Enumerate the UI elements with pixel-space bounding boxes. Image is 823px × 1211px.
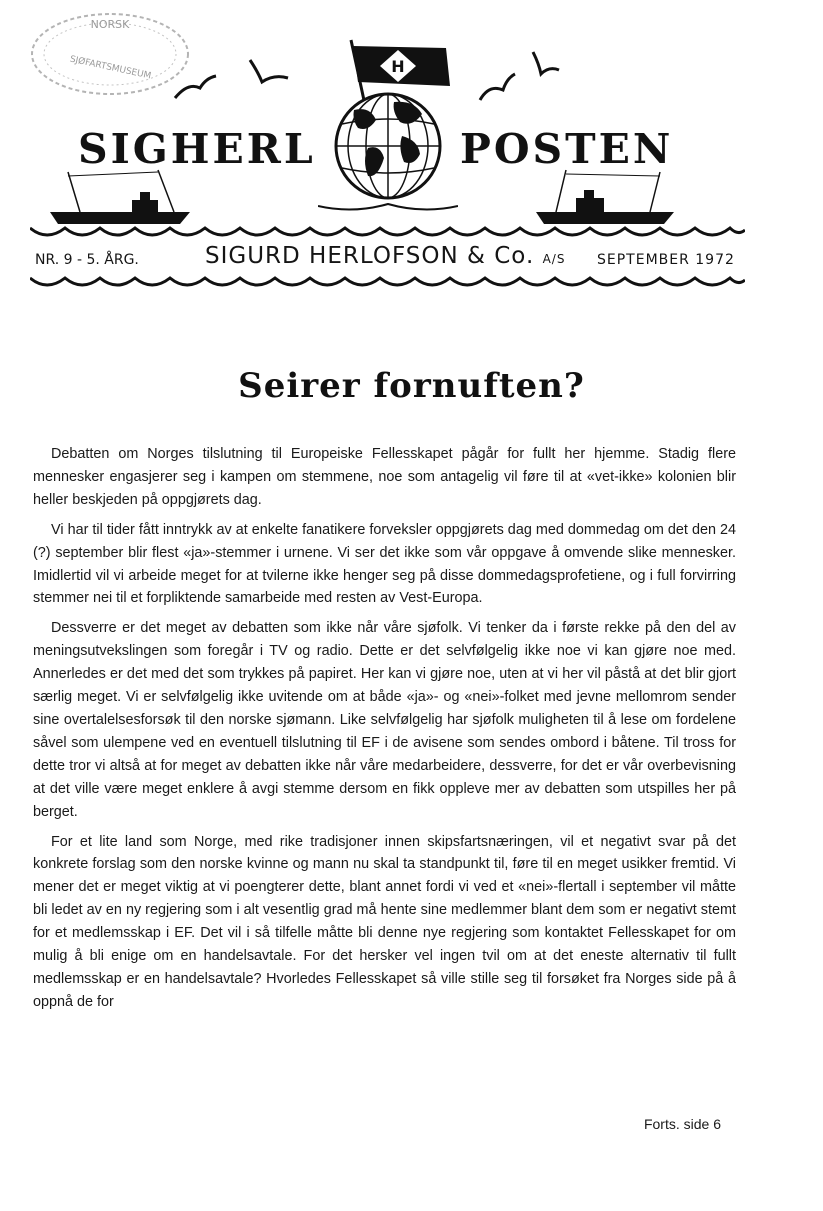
stamp-top-text: NORSK	[90, 18, 130, 31]
globe-icon	[318, 36, 458, 216]
seagull-icon	[475, 48, 565, 108]
seagull-icon	[170, 58, 300, 108]
masthead-title-left: SIGHERL	[78, 125, 316, 173]
ship-icon	[40, 166, 200, 226]
paragraph: For et lite land som Norge, med rike tradisjoner innen skipsfartsnæringen, vil et negativt svar på det konkrete forslag som den norske kvinne og mann nu skal ta standpunkt til, føre til en meget usikker fremtid. Vi mener det er meget viktig at vi poengterer dette, blant annet fordi vi ved et «nei»-flertall i september vil måtte bli ledet av en ny regjering som i alt vesentlig grad må hente sine medlemmer blant dem som er negativt stemt for et medlemsskap i EF. Det vil i så tilfelle måtte bli denne nye regjering som kontaktet Fellesskapet for om mulig å bli enige om en handelsavtale. For det hersker vel ingen tvil om at det eneste alternativ til fullt medlemsskap er en handelsavtale? Hvorledes Fellesskapet så ville stille seg til forsøket fra Norges side på å oppnå de for	[33, 833, 736, 1010]
continuation-note: Forts. side 6	[643, 1116, 721, 1132]
masthead-title-right: POSTEN	[460, 125, 674, 173]
paragraph: Vi har til tider fått inntrykk av at enkelte fanatikere forveksler oppgjørets dag med dommedag om det den 24 (?) september blir flest «ja»-stemmer i urnene. Vi ser det ikke som vår oppgave å omvende slike mennesker. Imidlertid vil vi arbeide meget for at tvilerne ikke henger seg på disse dommedagsprofetiene, og i full forvirring stemmer nei til et forpliktende samarbeide med resten av Vest-Europa.	[33, 521, 736, 607]
ship-icon	[530, 166, 680, 226]
article-body	[33, 443, 736, 1021]
company-name: SIGURD HERLOFSON & Co.	[205, 243, 535, 269]
issue-date: SEPTEMBER 1972	[597, 252, 735, 268]
issue-number: NR. 9 - 5. ÅRG.	[35, 252, 139, 268]
company-line	[205, 243, 565, 269]
paragraph: Dessverre er det meget av debatten som ikke når våre sjøfolk. Vi tenker da i første rekke på den del av meningsutvekslingen som foregår i TV og radio. Dette er det selvfølgelig ikke noe vi kan gjøre noe med. Annerledes er det med det som trykkes på papiret. Her kan vi gjøre noe, uten at vi her vil påstå at det blir gjort særlig meget. Vi er selvfølgelig ikke uvitende om at både «ja»- og «nei»-folket med jevne mellomrom sender sine overtalelsesforsøk til den norske sjømann. Like selvfølgelig har sjøfolk muligheten til å lese om fordelene såvel som ulempene ved en eventuell tilslutning til EF i de avisene som sendes ombord i båtene. Til tross for dette tror vi altså at for meget av debatten ikke når våre medarbeidere, dessverre, for det er vår overbevisning at det ville være meget enklere å avgi stemme dersom en fikk oppleve mer av debatten som utspilles her på berget.	[33, 620, 736, 820]
museum-stamp-icon	[28, 8, 193, 100]
article-headline: Seirer fornuften?	[238, 366, 585, 406]
company-suffix: A/S	[542, 252, 566, 266]
stamp-bottom-text: SJØFARTSMUSEUM	[68, 54, 152, 82]
flag-letter: H	[391, 57, 405, 76]
paragraph: Debatten om Norges tilslutning til Europeiske Fellesskapet pågår for fullt her hjemme. Stadig flere mennesker engasjerer seg i kampen om stemmene, noe som antagelig vil føre til at «vet-ikke» kolonien blir heller beskjeden på oppgjørets dag.	[33, 446, 736, 508]
